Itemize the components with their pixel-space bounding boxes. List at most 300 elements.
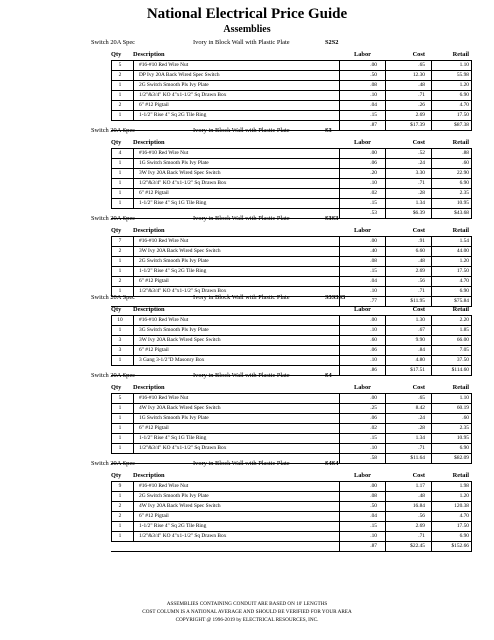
cell-divider <box>471 81 472 91</box>
cell-divider <box>431 101 432 111</box>
cell-divider <box>471 237 472 247</box>
row-cost: .56 <box>418 513 425 519</box>
row-cost: .26 <box>418 102 425 108</box>
cell-divider <box>339 414 340 424</box>
row-qty: 1 <box>118 92 122 98</box>
row-labor: .02 <box>370 425 377 431</box>
total-labor: .53 <box>370 210 377 216</box>
row-description: 4W Ivy 20A Back Wired Spec Switch <box>139 405 221 411</box>
column-header-retail: Retail <box>452 139 469 146</box>
row-qty: 1 <box>118 405 122 411</box>
cell-divider <box>431 149 432 159</box>
column-header-description: Description <box>133 139 165 146</box>
cell-divider <box>431 111 432 121</box>
row-description: 1-1/2" Rise 4" Sq 2G Tile Ring <box>139 523 207 529</box>
cell-divider <box>111 394 112 404</box>
row-retail: 6.90 <box>459 445 469 451</box>
row-labor: .15 <box>370 112 377 118</box>
column-header-row <box>111 136 472 149</box>
cell-divider <box>111 482 112 492</box>
row-retail: .60 <box>462 415 469 421</box>
row-cost: .91 <box>418 238 425 244</box>
cell-divider <box>339 81 340 91</box>
cell-divider <box>385 179 386 189</box>
assembly-description: Ivory in Block Wall with Plastic Plate <box>193 39 290 46</box>
cell-divider <box>133 326 134 336</box>
row-retail: 120.38 <box>454 503 469 509</box>
cell-divider <box>471 512 472 522</box>
assembly-spec: Switch 20A Spec <box>91 39 136 46</box>
cell-divider <box>471 492 472 502</box>
cell-divider <box>133 179 134 189</box>
row-retail: 6.90 <box>459 288 469 294</box>
column-header-labor: Labor <box>353 51 371 58</box>
cell-divider <box>339 71 340 81</box>
item-rows <box>111 61 472 121</box>
row-cost: .28 <box>418 190 425 196</box>
cell-divider <box>111 346 112 356</box>
row-retail: 10.95 <box>456 435 469 441</box>
cell-divider <box>471 346 472 356</box>
table-row <box>111 111 472 121</box>
table-row <box>111 404 472 414</box>
row-qty: 1 <box>118 327 122 333</box>
row-labor: .00 <box>370 62 377 68</box>
assembly-code: S3S3S3 <box>325 294 346 301</box>
cell-divider <box>385 71 386 81</box>
assembly-description: Ivory in Block Wall with Plastic Plate <box>193 215 290 222</box>
cell-divider <box>111 237 112 247</box>
table-row <box>111 482 472 492</box>
row-cost: 9.90 <box>415 337 425 343</box>
cell-divider <box>339 356 340 366</box>
cell-divider <box>471 159 472 169</box>
row-description: 3G Switch Smooth Pls Ivy Plate <box>139 327 209 333</box>
cell-divider <box>471 61 472 71</box>
row-labor: .06 <box>370 415 377 421</box>
row-qty: 2 <box>118 72 122 78</box>
cell-divider <box>133 434 134 444</box>
cell-divider <box>431 356 432 366</box>
total-labor: .77 <box>370 298 377 304</box>
cell-divider <box>431 502 432 512</box>
table-row <box>111 522 472 532</box>
row-cost: .71 <box>418 92 425 98</box>
cell-divider <box>111 179 112 189</box>
row-description: 6" #12 Pigtail <box>139 102 169 108</box>
cell-divider <box>339 111 340 121</box>
row-qty: 10 <box>117 317 123 323</box>
cell-divider <box>431 512 432 522</box>
table-row <box>111 414 472 424</box>
cell-divider <box>111 101 112 111</box>
row-labor: .00 <box>370 238 377 244</box>
table-row <box>111 316 472 326</box>
totals-row <box>111 542 472 552</box>
cell-divider <box>471 356 472 366</box>
row-retail: 37.50 <box>456 357 469 363</box>
row-qty: 3 <box>118 337 122 343</box>
cell-divider <box>471 91 472 101</box>
row-description: #16-#10 Red Wire Nut <box>139 150 189 156</box>
row-labor: .60 <box>370 337 377 343</box>
row-qty: 1 <box>118 493 122 499</box>
cell-divider <box>133 482 134 492</box>
row-cost: .28 <box>418 425 425 431</box>
cell-divider <box>339 424 340 434</box>
total-cost: $6.39 <box>412 210 425 216</box>
cell-divider <box>471 404 472 414</box>
cell-divider <box>339 326 340 336</box>
cell-divider <box>385 434 386 444</box>
cell-divider <box>133 512 134 522</box>
cell-divider <box>431 394 432 404</box>
total-labor: .86 <box>370 367 377 373</box>
cell-divider <box>431 522 432 532</box>
cell-divider <box>385 159 386 169</box>
total-cost: $17.39 <box>410 122 425 128</box>
row-description: 6" #12 Pigtail <box>139 425 169 431</box>
row-retail: 17.50 <box>456 112 469 118</box>
cell-divider <box>133 61 134 71</box>
row-cost: 3.30 <box>415 170 425 176</box>
cell-divider <box>431 336 432 346</box>
row-cost: 2.69 <box>415 523 425 529</box>
row-description: 3W Ivy 20A Back Wired Spec Switch <box>139 337 221 343</box>
cell-divider <box>385 356 386 366</box>
row-retail: 1.54 <box>459 238 469 244</box>
table-row <box>111 532 472 542</box>
row-labor: .15 <box>370 435 377 441</box>
cell-divider <box>339 199 340 209</box>
row-labor: .10 <box>370 445 377 451</box>
table-row <box>111 159 472 169</box>
row-description: 3W Ivy 20A Back Wired Spec Switch <box>139 170 221 176</box>
assembly-header <box>0 37 494 48</box>
row-description: 2G Switch Smooth Pls Ivy Plate <box>139 493 209 499</box>
cell-divider <box>431 159 432 169</box>
column-header-retail: Retail <box>452 472 469 479</box>
column-header-row <box>111 224 472 237</box>
assembly-code: S2S2 <box>325 39 339 46</box>
row-description: 1/2"&3/4" KO 4"x1-1/2" Sq Drawn Box <box>139 288 227 294</box>
column-header-cost: Cost <box>412 384 425 391</box>
row-qty: 1 <box>118 170 122 176</box>
column-header-row <box>111 303 472 316</box>
row-cost: .71 <box>418 288 425 294</box>
table-row <box>111 81 472 91</box>
cell-divider <box>111 91 112 101</box>
cell-divider <box>385 189 386 199</box>
row-retail: 1.20 <box>459 258 469 264</box>
cell-divider <box>339 149 340 159</box>
column-header-qty: Qty <box>111 384 122 391</box>
cell-divider <box>431 346 432 356</box>
row-cost: .48 <box>418 82 425 88</box>
row-description: 1-1/2" Rise 4" Sq 1G Tile Ring <box>139 435 207 441</box>
row-qty: 2 <box>118 278 122 284</box>
row-qty: 1 <box>118 523 122 529</box>
column-header-qty: Qty <box>111 139 122 146</box>
table-row <box>111 277 472 287</box>
row-labor: .00 <box>370 395 377 401</box>
column-header-row <box>111 469 472 482</box>
cell-divider <box>385 542 386 552</box>
cell-divider <box>431 532 432 542</box>
cell-divider <box>385 336 386 346</box>
cell-divider <box>385 169 386 179</box>
row-description: 1/2"&3/4" KO 4"x1-1/2" Sq Drawn Box <box>139 445 227 451</box>
cell-divider <box>339 404 340 414</box>
column-header-labor: Labor <box>353 472 371 479</box>
row-cost: .67 <box>418 327 425 333</box>
row-description: #16-#10 Red Wire Nut <box>139 62 189 68</box>
assembly-code: S4S4 <box>325 460 339 467</box>
item-rows <box>111 149 472 209</box>
cell-divider <box>133 247 134 257</box>
cell-divider <box>471 277 472 287</box>
cell-divider <box>471 482 472 492</box>
cell-divider <box>339 159 340 169</box>
column-header-labor: Labor <box>353 384 371 391</box>
row-retail: .88 <box>462 150 469 156</box>
row-cost: .65 <box>418 62 425 68</box>
cell-divider <box>385 237 386 247</box>
cell-divider <box>385 492 386 502</box>
cell-divider <box>339 237 340 247</box>
cell-divider <box>431 277 432 287</box>
assembly-description: Ivory in Block Wall with Plastic Plate <box>193 294 290 301</box>
row-cost: 2.69 <box>415 112 425 118</box>
table-row <box>111 424 472 434</box>
page-title: National Electrical Price Guide <box>146 6 348 22</box>
column-header-retail: Retail <box>452 306 469 313</box>
total-cost: $11.64 <box>410 455 425 461</box>
cell-divider <box>431 169 432 179</box>
column-header-labor: Labor <box>353 306 371 313</box>
table-row <box>111 502 472 512</box>
row-labor: .08 <box>370 493 377 499</box>
row-retail: 4.70 <box>459 102 469 108</box>
cell-divider <box>339 101 340 111</box>
cell-divider <box>471 532 472 542</box>
cell-divider <box>133 149 134 159</box>
assembly-section <box>0 125 494 219</box>
cell-divider <box>339 512 340 522</box>
column-header-description: Description <box>133 227 165 234</box>
row-labor: .15 <box>370 268 377 274</box>
row-description: 3W Ivy 20A Back Wired Spec Switch <box>139 248 221 254</box>
cell-divider <box>431 434 432 444</box>
cell-divider <box>471 247 472 257</box>
row-cost: .24 <box>418 415 425 421</box>
total-retail: $82.09 <box>454 455 469 461</box>
column-header-qty: Qty <box>111 306 122 313</box>
row-cost: 16.84 <box>412 503 425 509</box>
cell-divider <box>385 424 386 434</box>
row-qty: 5 <box>118 395 122 401</box>
row-retail: 2.35 <box>459 425 469 431</box>
cell-divider <box>111 111 112 121</box>
cell-divider <box>133 424 134 434</box>
row-labor: .10 <box>370 533 377 539</box>
row-description: 3 Gang 3-1/2"D Masonry Box <box>139 357 205 363</box>
row-qty: 1 <box>118 112 122 118</box>
table-row <box>111 71 472 81</box>
cell-divider <box>339 316 340 326</box>
cell-divider <box>133 101 134 111</box>
cell-divider <box>385 91 386 101</box>
total-retail: $152.66 <box>451 543 469 549</box>
row-retail: 2.20 <box>459 317 469 323</box>
cell-divider <box>133 336 134 346</box>
row-description: 6" #12 Pigtail <box>139 190 169 196</box>
total-retail: $43.68 <box>454 210 469 216</box>
cell-divider <box>339 336 340 346</box>
cell-divider <box>111 316 112 326</box>
row-qty: 1 <box>118 533 122 539</box>
cell-divider <box>385 522 386 532</box>
cell-divider <box>385 257 386 267</box>
table-row <box>111 346 472 356</box>
row-cost: .52 <box>418 150 425 156</box>
row-qty: 1 <box>118 288 122 294</box>
table-row <box>111 189 472 199</box>
cell-divider <box>471 71 472 81</box>
cell-divider <box>133 414 134 424</box>
row-description: DP Ivy 20A Back Wired Spec Switch <box>139 72 220 78</box>
cell-divider <box>339 532 340 542</box>
cell-divider <box>111 404 112 414</box>
cell-divider <box>133 159 134 169</box>
row-cost: 1.34 <box>415 200 425 206</box>
assembly-spec: Switch 20A Spec <box>91 460 136 467</box>
cell-divider <box>471 199 472 209</box>
row-labor: .15 <box>370 523 377 529</box>
cell-divider <box>431 492 432 502</box>
cell-divider <box>133 404 134 414</box>
row-labor: .50 <box>370 72 377 78</box>
total-cost: $11.95 <box>410 298 425 304</box>
table-row <box>111 101 472 111</box>
footer-line: COPYRIGHT @ 1996-2019 by ELECTRICAL RESOURCES, INC. <box>175 617 319 623</box>
cell-divider <box>385 149 386 159</box>
cell-divider <box>385 512 386 522</box>
row-cost: 1.30 <box>415 317 425 323</box>
cell-divider <box>431 247 432 257</box>
row-retail: 6.90 <box>459 533 469 539</box>
table-row <box>111 492 472 502</box>
cell-divider <box>385 532 386 542</box>
total-retail: $114.60 <box>451 367 469 373</box>
row-description: 2G Switch Smooth Pls Ivy Plate <box>139 258 209 264</box>
row-description: 1/2"&3/4" KO 4"x1-1/2" Sq Drawn Box <box>139 92 227 98</box>
row-cost: .71 <box>418 533 425 539</box>
row-qty: 5 <box>118 62 122 68</box>
row-labor: .00 <box>370 150 377 156</box>
cell-divider <box>339 346 340 356</box>
cell-divider <box>111 149 112 159</box>
cell-divider <box>431 237 432 247</box>
cell-divider <box>431 71 432 81</box>
cell-divider <box>471 394 472 404</box>
table-row <box>111 336 472 346</box>
cell-divider <box>471 542 472 552</box>
row-qty: 2 <box>118 513 122 519</box>
cell-divider <box>431 91 432 101</box>
column-header-row <box>111 381 472 394</box>
assembly-section <box>0 292 494 376</box>
cell-divider <box>111 532 112 542</box>
column-header-qty: Qty <box>111 472 122 479</box>
row-labor: .00 <box>370 483 377 489</box>
cell-divider <box>385 482 386 492</box>
cell-divider <box>339 444 340 454</box>
cell-divider <box>385 394 386 404</box>
row-description: #16-#10 Red Wire Nut <box>139 238 189 244</box>
assembly-header <box>0 458 494 469</box>
cell-divider <box>111 277 112 287</box>
cell-divider <box>111 336 112 346</box>
row-qty: 1 <box>118 180 122 186</box>
cell-divider <box>339 492 340 502</box>
cell-divider <box>111 522 112 532</box>
cell-divider <box>111 169 112 179</box>
row-retail: 6.90 <box>459 180 469 186</box>
cell-divider <box>133 346 134 356</box>
cell-divider <box>133 71 134 81</box>
cell-divider <box>111 199 112 209</box>
row-qty: 1 <box>118 435 122 441</box>
column-header-qty: Qty <box>111 51 122 58</box>
table-row <box>111 237 472 247</box>
cell-divider <box>339 502 340 512</box>
cell-divider <box>471 326 472 336</box>
cell-divider <box>431 424 432 434</box>
cell-divider <box>385 277 386 287</box>
row-retail: 2.35 <box>459 190 469 196</box>
cell-divider <box>431 257 432 267</box>
assembly-spec: Switch 20A Spec <box>91 215 136 222</box>
cell-divider <box>339 91 340 101</box>
table-row <box>111 179 472 189</box>
assembly-section <box>0 370 494 464</box>
item-rows <box>111 394 472 454</box>
cell-divider <box>111 356 112 366</box>
cell-divider <box>133 444 134 454</box>
row-retail: 4.70 <box>459 513 469 519</box>
column-header-description: Description <box>133 306 165 313</box>
table-row <box>111 61 472 71</box>
cell-divider <box>111 434 112 444</box>
row-description: 1/2"&3/4" KO 4"x1-1/2" Sq Drawn Box <box>139 180 227 186</box>
row-cost: 1.34 <box>415 435 425 441</box>
table-row <box>111 434 472 444</box>
cell-divider <box>385 404 386 414</box>
assembly-description: Ivory in Block Wall with Plastic Plate <box>193 372 290 379</box>
cell-divider <box>339 189 340 199</box>
row-retail: 4.70 <box>459 278 469 284</box>
cell-divider <box>385 502 386 512</box>
row-cost: .84 <box>418 347 425 353</box>
row-retail: 17.50 <box>456 268 469 274</box>
column-header-description: Description <box>133 472 165 479</box>
cell-divider <box>471 522 472 532</box>
cell-divider <box>431 199 432 209</box>
cell-divider <box>431 404 432 414</box>
assembly-section <box>0 37 494 131</box>
row-qty: 1 <box>118 425 122 431</box>
